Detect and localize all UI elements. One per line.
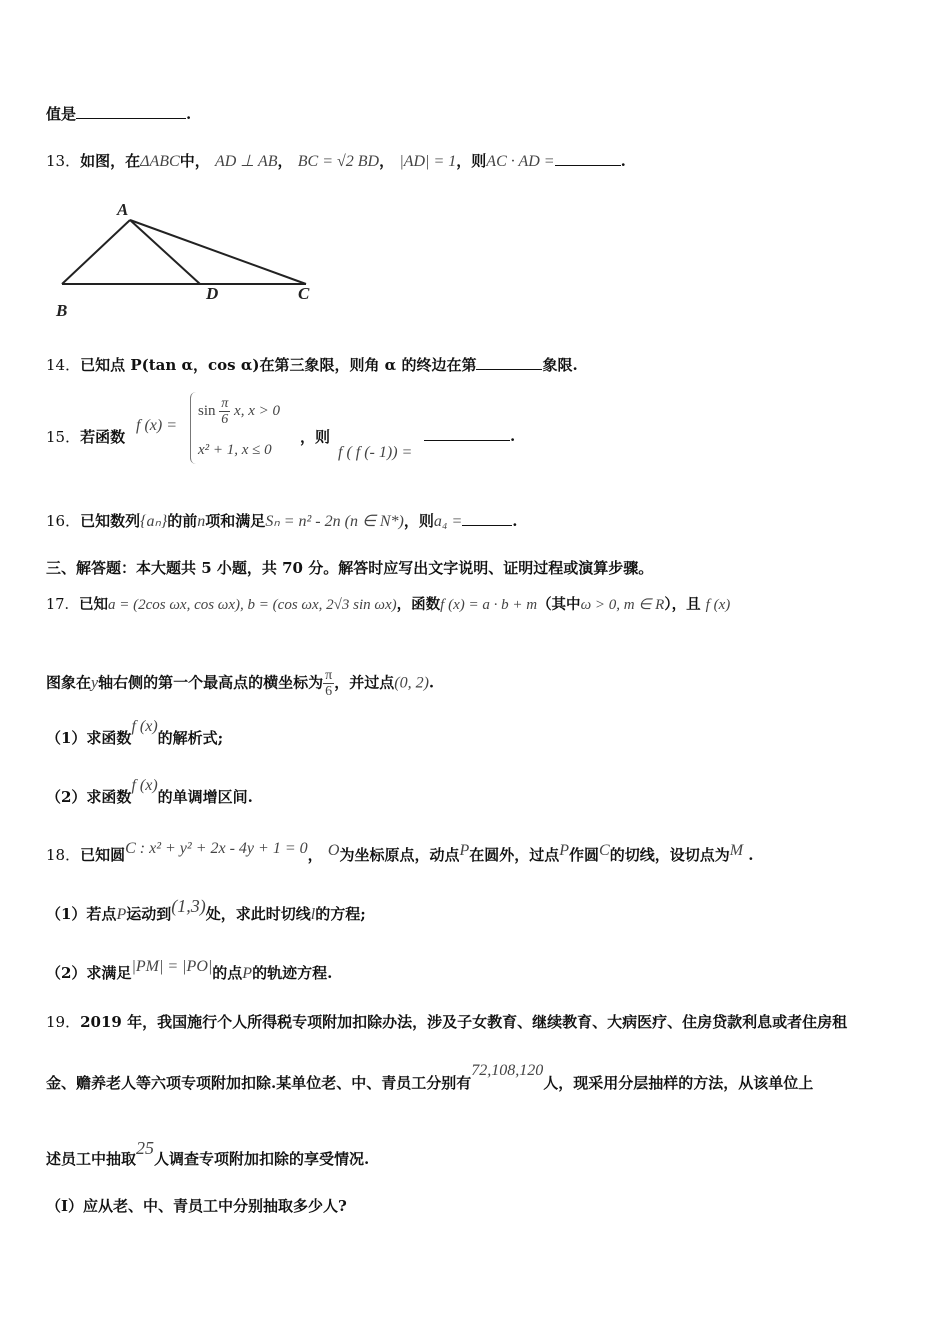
part-label: （1）求函数 xyxy=(46,729,132,747)
question-19-line2 xyxy=(46,1062,814,1093)
text: 的点 xyxy=(212,964,243,982)
question-19 xyxy=(46,1011,847,1032)
prev-question-tail xyxy=(46,103,191,124)
math-n: n xyxy=(197,513,206,530)
text: ， xyxy=(307,846,323,864)
text: 金、赡养老人等六项专项附加扣除.某单位老、中、青员工分别有 xyxy=(46,1074,472,1092)
piece-1-cond: x, x > 0 xyxy=(234,402,280,419)
math-sample: 25 xyxy=(136,1138,155,1158)
math-fx: f (x) xyxy=(705,597,731,613)
math-l: l xyxy=(310,906,316,923)
math-a4: a₄ = xyxy=(433,513,463,530)
text: 在圆外，过点 xyxy=(469,846,560,864)
question-13 xyxy=(46,150,626,171)
math-point: (0, 2) xyxy=(394,674,429,692)
question-17-line2 xyxy=(46,668,434,699)
text: 的单调增区间. xyxy=(157,788,253,806)
math-point: (1,3) xyxy=(171,896,206,916)
text: 如图，在 xyxy=(80,152,141,170)
text: 图象在 xyxy=(46,673,92,692)
math-equal-length: |PM| = |PO| xyxy=(131,958,213,975)
period: . xyxy=(748,846,754,864)
numerator: π xyxy=(325,668,333,683)
math-vectors: a = (2cos ωx, cos ωx), b = (cos ωx, 2√3 sin ωx) xyxy=(107,597,397,613)
text: 若函数 xyxy=(80,428,126,446)
question-16 xyxy=(46,510,517,531)
math-function-f: f (x) = xyxy=(136,417,177,434)
question-number: 15． xyxy=(46,428,81,446)
math-p: P xyxy=(559,842,570,859)
math-ad-norm: |AD| = 1 xyxy=(399,153,457,170)
text: ），且 xyxy=(664,596,701,613)
text: 中， xyxy=(179,152,210,170)
question-18-part1 xyxy=(46,896,366,924)
text: 已知数列 xyxy=(80,512,141,530)
text: ，则 xyxy=(300,428,331,446)
question-19-part1: （Ⅰ）应从老、中、青员工中分别抽取多少人? xyxy=(46,1197,347,1215)
math-fx: f (x) xyxy=(131,777,158,794)
question-number: 17． xyxy=(46,597,79,613)
math-c: C xyxy=(599,842,610,859)
text: 象限. xyxy=(542,356,578,374)
text: 作圆 xyxy=(569,846,600,864)
math-y: y xyxy=(91,674,99,692)
text: 的轨迹方程. xyxy=(252,964,333,982)
answer-blank[interactable] xyxy=(424,426,510,441)
period: . xyxy=(510,427,516,445)
question-number: 19． xyxy=(46,1013,81,1031)
text: 2019 年，我国施行个人所得税专项附加扣除办法，涉及子女教育、继续教育、大病医疗、住房贷款利息或者住房租 xyxy=(80,1013,848,1031)
math-perpendicular: AD ⊥ AB xyxy=(214,153,278,170)
text: （其中 xyxy=(537,596,581,613)
part-label: （2）求满足 xyxy=(46,964,132,982)
text: 述员工中抽取 xyxy=(46,1150,137,1168)
text: ，函数 xyxy=(396,596,441,613)
frac-pi-6 xyxy=(219,396,230,427)
answer-blank[interactable] xyxy=(476,355,542,370)
answer-blank[interactable] xyxy=(462,511,512,526)
math-sum-formula: Sₙ = n² - 2n (n ∈ N*) xyxy=(265,513,404,530)
segment-ab xyxy=(62,220,130,284)
segment-ad xyxy=(130,220,200,284)
text: 的解析式; xyxy=(157,729,224,747)
text: ，并过点 xyxy=(334,673,395,692)
piece-1 xyxy=(198,396,280,427)
text: ， xyxy=(379,152,395,170)
period: . xyxy=(186,105,192,123)
text: 已知 xyxy=(78,596,108,613)
question-15 xyxy=(46,426,125,447)
answer-area xyxy=(424,426,515,445)
text: 的切线，设切点为 xyxy=(609,846,730,864)
period: . xyxy=(620,152,626,170)
text: 已知圆 xyxy=(80,846,126,864)
math-p: P xyxy=(116,906,127,923)
question-19-line3 xyxy=(46,1138,370,1169)
sin: sin xyxy=(198,402,216,419)
numerator: π xyxy=(221,396,229,411)
question-number: 16． xyxy=(46,512,81,530)
piece-2: x² + 1, x ≤ 0 xyxy=(198,442,272,458)
text: ，则 xyxy=(456,152,487,170)
question-17-part2 xyxy=(46,777,253,807)
text: 为坐标原点，动点 xyxy=(339,846,460,864)
question-number: 18． xyxy=(46,846,81,864)
text: 的前 xyxy=(167,512,198,530)
math-bc-bd: BC = √2 BD xyxy=(297,153,380,170)
math-sequence: {aₙ} xyxy=(140,513,168,530)
text: ，则 xyxy=(403,512,434,530)
denominator: 6 xyxy=(325,684,333,699)
math-conditions: ω > 0, m ∈ R xyxy=(580,597,665,613)
question-18 xyxy=(46,840,754,865)
math-o: O xyxy=(327,842,340,859)
segment-ac xyxy=(130,220,306,284)
text: 的方程; xyxy=(315,905,366,923)
text: 人，现采用分层抽样的方法，从该单位上 xyxy=(543,1074,814,1092)
question-17 xyxy=(46,593,730,614)
math-p: P xyxy=(242,965,253,982)
label-a: A xyxy=(117,200,129,219)
answer-blank[interactable] xyxy=(76,104,186,119)
math-m: M xyxy=(729,842,744,859)
frac-pi-6 xyxy=(323,668,334,699)
part-label: （2）求函数 xyxy=(46,788,132,806)
period: . xyxy=(428,673,435,692)
question-18-part2 xyxy=(46,958,333,983)
question-17-part1 xyxy=(46,718,224,748)
text: 已知点 P(tan α，cos α)在第三象限，则角 α 的终边在第 xyxy=(80,356,477,374)
label-c: C xyxy=(298,284,310,303)
text: 人调查专项附加扣除的享受情况. xyxy=(154,1150,370,1168)
question-14 xyxy=(46,354,578,375)
math-fx: f (x) xyxy=(131,718,158,735)
math-counts: 72,108,120 xyxy=(471,1062,544,1079)
label-b: B xyxy=(56,301,68,320)
label-d: D xyxy=(206,284,219,303)
text: 运动到 xyxy=(126,905,172,923)
answer-blank[interactable] xyxy=(555,151,621,166)
question-number: 14． xyxy=(46,356,81,374)
math-circle-eq: C : x² + y² + 2x - 4y + 1 = 0 xyxy=(125,840,308,857)
math-fx-def: f (x) = a · b + m xyxy=(440,597,538,613)
part-label: （1）若点 xyxy=(46,905,117,923)
text: 项和满足 xyxy=(205,512,266,530)
section-heading: 三、解答题：本大题共 5 小题，共 70 分。解答时应写出文字说明、证明过程或演算步骤。 xyxy=(46,559,654,577)
triangle-figure xyxy=(50,198,330,323)
math-dot-product: AC · AD = xyxy=(486,153,555,170)
text: 处，求此时切线 xyxy=(205,905,311,923)
prev-text: 值是 xyxy=(46,105,77,123)
math-p: P xyxy=(459,842,470,859)
text: 轴右侧的第一个最高点的横坐标为 xyxy=(98,673,324,692)
text: ， xyxy=(277,152,293,170)
question-number: 13． xyxy=(46,152,81,170)
period: . xyxy=(512,512,518,530)
math-triangle: ΔABC xyxy=(140,153,180,170)
denominator: 6 xyxy=(221,412,229,427)
math-composite: f ( f (- 1)) = xyxy=(338,444,413,461)
